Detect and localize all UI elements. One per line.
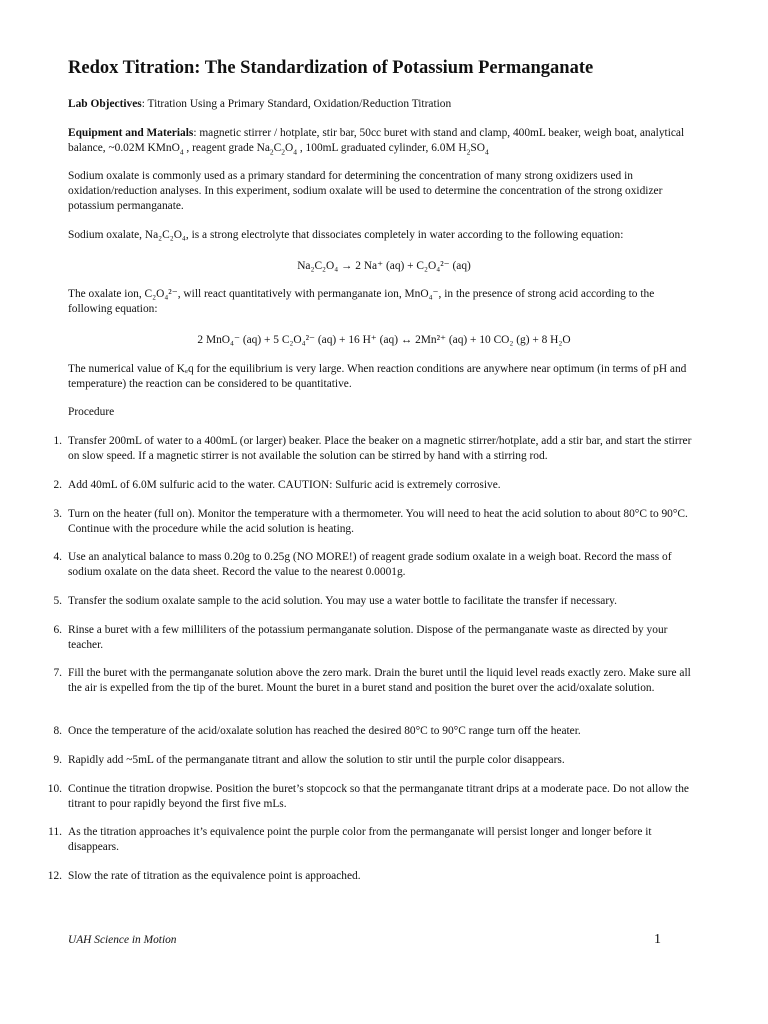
intro-paragraph: Sodium oxalate is commonly used as a primary standard for determining the concentration of many strong oxidizers used in oxidation/reduction analyses. In this experiment, sodium oxalate will be used to determine the concentration of the strong oxidizer potassium permanganate.	[68, 170, 663, 212]
step-text: Rapidly add ~5mL of the permanganate titrant and allow the solution to stir until the purple color disappears.	[68, 754, 565, 766]
dissociation-paragraph: Sodium oxalate, Na₂C₂O₄, is a strong electrolyte that dissociates completely in water according to the following equation:	[68, 229, 624, 241]
step-number: 4.	[53, 551, 62, 563]
equipment-sub: 2	[281, 147, 286, 157]
equipment-text: SO	[470, 142, 485, 154]
equipment-sub: 4	[484, 147, 489, 157]
step-text: Slow the rate of titration as the equivalence point is approached.	[68, 870, 361, 882]
step-text: Once the temperature of the acid/oxalate solution has reached the desired 80°C to 90°C range turn off the heater.	[68, 725, 581, 737]
step-number: 3.	[53, 508, 62, 520]
step-number: 10.	[47, 783, 62, 795]
lab-objectives	[68, 97, 698, 112]
equipment-text-2: , reagent grade Na	[183, 142, 270, 154]
oxalate-paragraph: The oxalate ion, C₂O₄²⁻, will react quantitatively with permanganate ion, MnO₄⁻, in the presence of strong acid according to the following equation:	[68, 288, 655, 315]
lab-objectives-text: : Titration Using a Primary Standard, Oxidation/Reduction Titration	[141, 98, 452, 110]
step-text: Transfer the sodium oxalate sample to the acid solution. You may use a water bottle to facilitate the transfer if necessary.	[68, 595, 617, 607]
equipment-materials	[68, 126, 698, 159]
step-text: Fill the buret with the permanganate solution above the zero mark. Drain the buret until the liquid level reads exactly zero. Make sure all the air is expelled from the tip of the buret. Mount the buret in a buret stand and position the buret over the acid/oxalate solution.	[68, 667, 691, 694]
dissociation-equation: Na₂C₂O₄ → 2 Na⁺ (aq) + C₂O₄²⁻ (aq)	[297, 260, 471, 272]
step-number: 1.	[53, 435, 62, 447]
equipment-text: C	[273, 142, 282, 154]
step-number: 7.	[53, 667, 62, 679]
step-text: Turn on the heater (full on). Monitor the temperature with a thermometer. You will need to heat the acid solution to about 80°C to 90°C. Continue with the procedure while the acid solution is heating.	[68, 508, 688, 535]
step-text: Rinse a buret with a few milliliters of the potassium permanganate solution. Dispose of the permanganate waste as directed by your teacher.	[68, 624, 668, 651]
step-text: Add 40mL of 6.0M sulfuric acid to the water. CAUTION: Sulfuric acid is extremely corrosive.	[68, 479, 501, 491]
keq-paragraph: The numerical value of Kₑq for the equilibrium is very large. When reaction conditions are anywhere near optimum (in terms of pH and temperature) the reaction can be considered to be quantitative.	[68, 363, 687, 390]
footer-source: UAH Science in Motion	[68, 934, 177, 946]
step-number: 5.	[53, 595, 62, 607]
equipment-sub: 2	[466, 147, 471, 157]
equipment-sub: 4	[179, 147, 184, 157]
redox-equation: 2 MnO₄⁻ (aq) + 5 C₂O₄²⁻ (aq) + 16 H⁺ (aq) ↔ 2Mn²⁺ (aq) + 10 CO₂ (g) + 8 H₂O	[197, 334, 571, 346]
step-number: 12.	[47, 870, 62, 882]
step-number: 11.	[48, 826, 62, 838]
step-number: 6.	[53, 624, 62, 636]
step-text: Use an analytical balance to mass 0.20g to 0.25g (NO MORE!) of reagent grade sodium oxalate in a weigh boat. Record the mass of sodium oxalate on the data sheet. Record the value to the nearest 0.0001g.	[68, 551, 672, 578]
step-text: As the titration approaches it’s equivalence point the purple color from the permanganate will persist longer and longer before it disappears.	[68, 826, 652, 853]
lab-objectives-label: Lab Objectives	[68, 98, 142, 110]
step-text: Transfer 200mL of water to a 400mL (or larger) beaker. Place the beaker on a magnetic stirrer/hotplate, add a stir bar, and start the stirrer on slow speed. If a magnetic stirrer is not available the solution can be stirred by hand with a stirring rod.	[68, 435, 692, 462]
equipment-text-3: , 100mL graduated cylinder, 6.0M H	[297, 142, 467, 154]
page-number: 1	[654, 932, 661, 947]
step-number: 8.	[53, 725, 62, 737]
step-text: Continue the titration dropwise. Position the buret’s stopcock so that the permanganate titrant drips at a moderate pace. Do not allow the titrant to pour rapidly beyond the first five mLs.	[68, 783, 689, 810]
page-title: Redox Titration: The Standardization of Potassium Permanganate	[68, 58, 594, 78]
equipment-label: Equipment and Materials	[68, 127, 194, 139]
procedure-heading: Procedure	[68, 406, 115, 418]
equipment-text-1: : magnetic stirrer / hotplate, stir bar, 50cc buret with stand and clamp, 400mL beaker, weigh boat, analytical balance, ~0.02M KMnO	[68, 127, 685, 154]
equipment-text: O	[285, 142, 294, 154]
equipment-sub: 4	[293, 147, 298, 157]
step-number: 9.	[53, 754, 62, 766]
equipment-sub: 2	[269, 147, 274, 157]
step-number: 2.	[53, 479, 62, 491]
